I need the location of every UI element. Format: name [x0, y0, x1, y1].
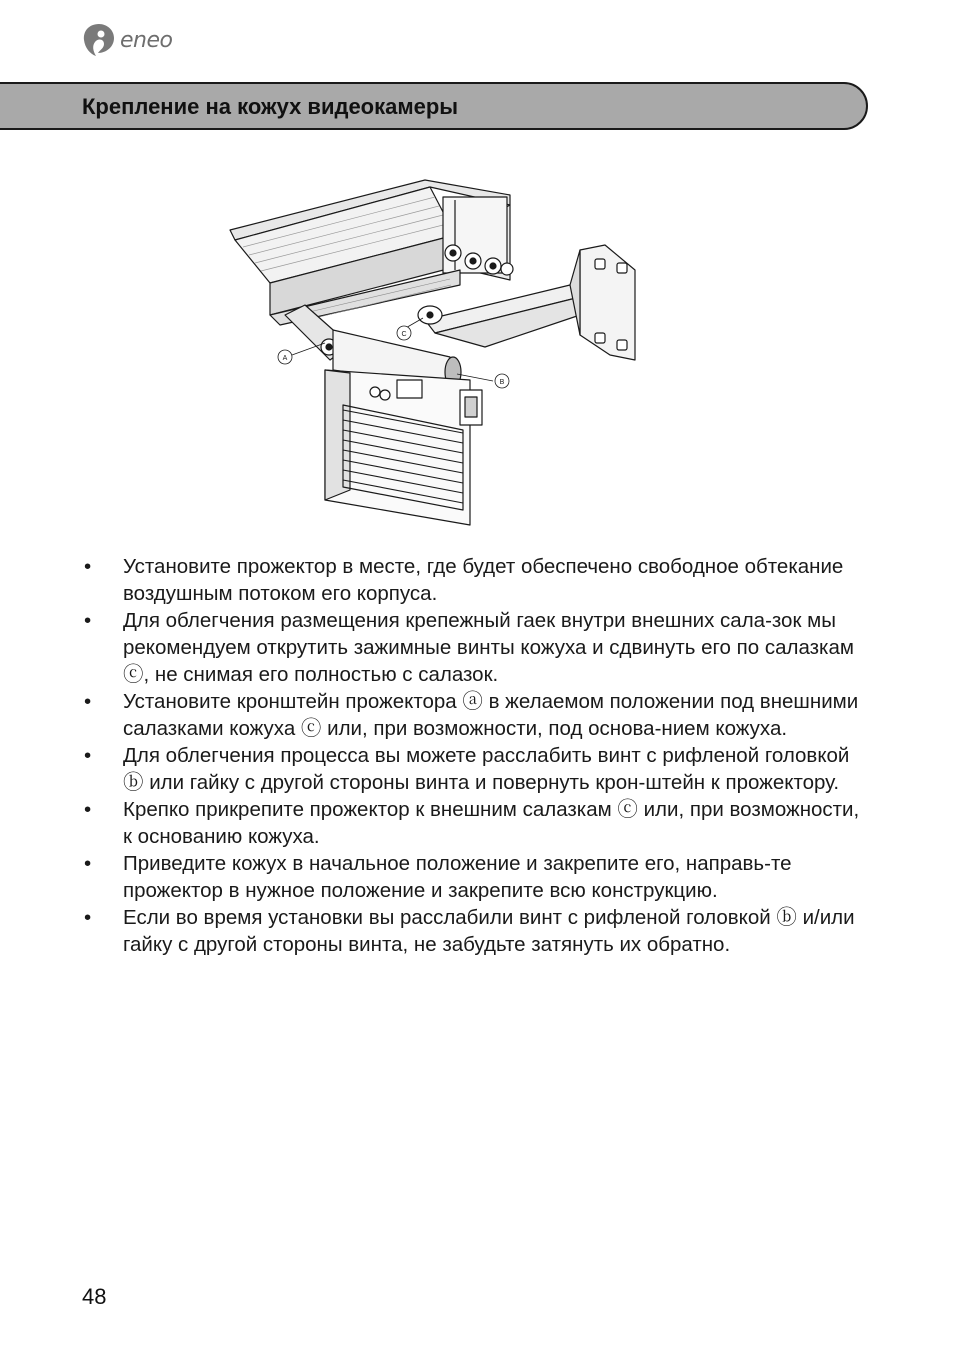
callout-b-label: B	[499, 379, 505, 386]
list-item-text: Установите прожектор в месте, где будет обеспечено свободное обтекание воздушным потоком его корпуса.	[123, 555, 844, 605]
list-item	[82, 553, 872, 607]
list-item-text: Установите кронштейн прожектора ⓐ в желаемом положении под внешними салазками кожуха ⓒ или, при возможности, под основа-нием кожуха.	[123, 690, 859, 740]
bullet-marker: •	[84, 906, 92, 929]
bullet-marker: •	[84, 609, 92, 632]
camera-housing-diagram	[225, 175, 670, 530]
list-item-text: Для облегчения процесса вы можете расслабить винт с рифленой головкой ⓑ или гайку с другой стороны винта и повернуть крон-штейн к прожектору.	[123, 744, 850, 794]
bullet-marker: •	[84, 744, 92, 767]
bullet-marker: •	[84, 852, 92, 875]
list-item	[82, 742, 872, 796]
list-item	[82, 796, 872, 850]
page-number: 48	[82, 1284, 107, 1309]
brand-logo	[80, 20, 172, 60]
list-item-text: Крепко прикрепите прожектор к внешним салазкам ⓒ или, при возможности, к основанию кожуха.	[123, 798, 860, 848]
callout-c-label: C	[401, 331, 407, 338]
callout-a-label: A	[282, 355, 288, 362]
bullet-marker: •	[84, 555, 92, 578]
list-item	[82, 850, 872, 904]
bullet-marker: •	[84, 798, 92, 821]
list-item	[82, 688, 872, 742]
eneo-logo-icon	[80, 22, 118, 58]
list-item-text: Для облегчения размещения крепежный гаек внутри внешних сала-зок мы рекомендуем открутить зажимные винты кожуха и сдвинуть его по салазкам ⓒ, не снимая его полностью с салазок.	[123, 609, 854, 686]
logo-wordmark: eneo	[120, 27, 173, 53]
instruction-list	[82, 553, 872, 958]
page-title: Крепление на кожух видеокамеры	[82, 94, 459, 119]
list-item	[82, 607, 872, 688]
list-item-text: Приведите кожух в начальное положение и закрепите его, направь-те прожектор в нужное положение и закрепите всю конструкцию.	[123, 852, 792, 902]
mounting-illustration	[225, 175, 670, 530]
list-item	[82, 904, 872, 958]
bullet-marker: •	[84, 690, 92, 713]
list-item-text: Если во время установки вы расслабили винт с рифленой головкой ⓑ и/или гайку с другой стороны винта, не забудьте затянуть их обратно.	[123, 906, 855, 956]
